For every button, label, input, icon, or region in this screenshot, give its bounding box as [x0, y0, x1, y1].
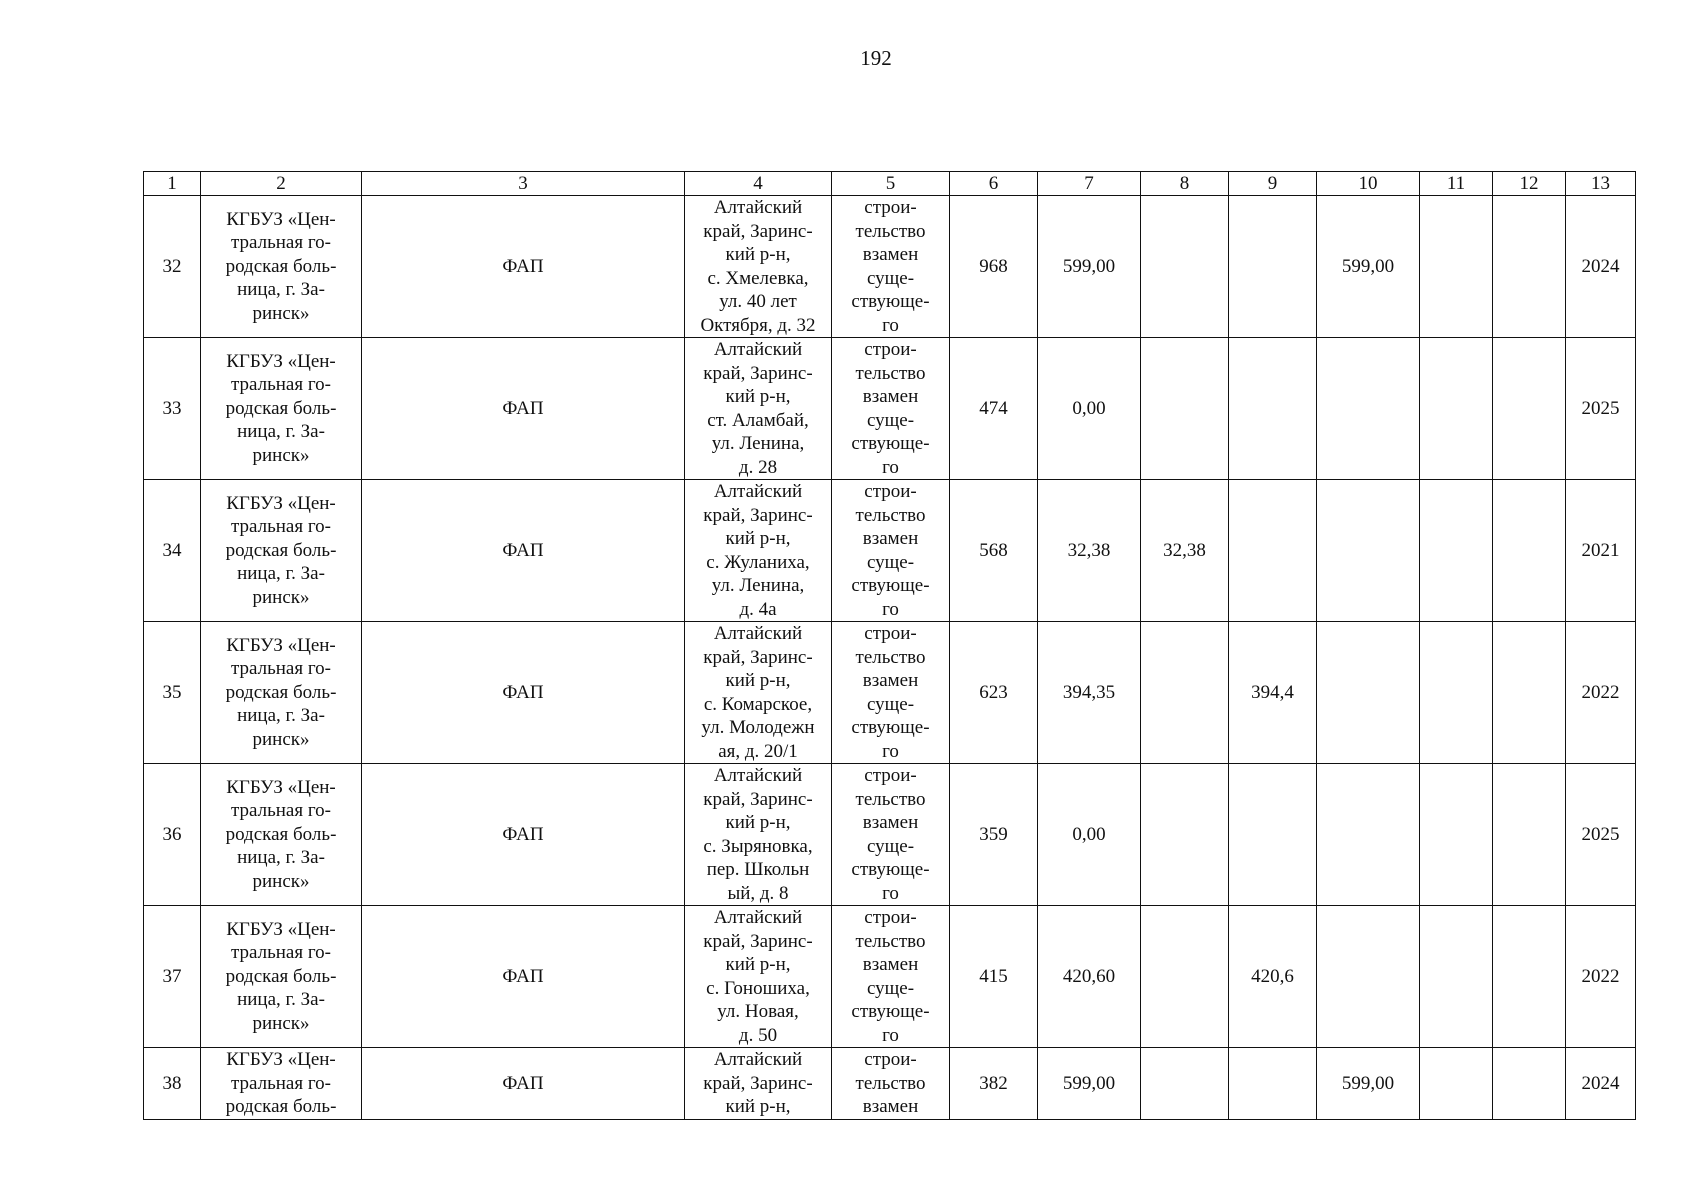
- year-cell: 2025: [1566, 338, 1636, 480]
- row-number-cell: 32: [144, 196, 201, 338]
- address-cell: Алтайский край, Заринс- кий р-н, с. Комарское, ул. Молодежн ая, д. 20/1: [685, 622, 832, 764]
- column-12-cell: [1493, 906, 1566, 1048]
- column-7-cell: 0,00: [1038, 338, 1141, 480]
- table-row: [144, 338, 1636, 480]
- work-type-cell: строи- тельство взамен суще- ствующе- го: [832, 906, 950, 1048]
- row-number-cell: 34: [144, 480, 201, 622]
- column-number: 2: [201, 172, 362, 196]
- work-type-cell: строи- тельство взамен суще- ствующе- го: [832, 480, 950, 622]
- row-number-cell: 38: [144, 1048, 201, 1120]
- year-cell: 2024: [1566, 196, 1636, 338]
- column-11-cell: [1420, 338, 1493, 480]
- address-cell: Алтайский край, Заринс- кий р-н, с. Гоношиха, ул. Новая, д. 50: [685, 906, 832, 1048]
- column-9-cell: 420,6: [1229, 906, 1317, 1048]
- institution-cell: КГБУЗ «Цен- тральная го- родская боль- ница, г. За- ринск»: [201, 622, 362, 764]
- column-12-cell: [1493, 196, 1566, 338]
- column-6-cell: 382: [950, 1048, 1038, 1120]
- row-number-cell: 35: [144, 622, 201, 764]
- column-12-cell: [1493, 480, 1566, 622]
- column-8-cell: [1141, 196, 1229, 338]
- column-number: 13: [1566, 172, 1636, 196]
- address-cell: Алтайский край, Заринс- кий р-н, ст. Аламбай, ул. Ленина, д. 28: [685, 338, 832, 480]
- table-row: [144, 906, 1636, 1048]
- object-type-cell: ФАП: [362, 196, 685, 338]
- column-9-cell: [1229, 764, 1317, 906]
- column-11-cell: [1420, 1048, 1493, 1120]
- column-8-cell: [1141, 1048, 1229, 1120]
- column-7-cell: 32,38: [1038, 480, 1141, 622]
- column-8-cell: [1141, 906, 1229, 1048]
- table-row: [144, 196, 1636, 338]
- column-6-cell: 415: [950, 906, 1038, 1048]
- address-cell: Алтайский край, Заринс- кий р-н, с. Жуланиха, ул. Ленина, д. 4а: [685, 480, 832, 622]
- column-number: 7: [1038, 172, 1141, 196]
- page-number: 192: [860, 46, 892, 70]
- column-7-cell: 394,35: [1038, 622, 1141, 764]
- year-cell: 2024: [1566, 1048, 1636, 1120]
- object-type-cell: ФАП: [362, 1048, 685, 1120]
- work-type-cell: строи- тельство взамен суще- ствующе- го: [832, 196, 950, 338]
- column-7-cell: 599,00: [1038, 1048, 1141, 1120]
- object-type-cell: ФАП: [362, 622, 685, 764]
- column-11-cell: [1420, 906, 1493, 1048]
- address-cell: Алтайский край, Заринс- кий р-н, с. Зыряновка, пер. Школьн ый, д. 8: [685, 764, 832, 906]
- institution-cell: КГБУЗ «Цен- тральная го- родская боль- ница, г. За- ринск»: [201, 764, 362, 906]
- institution-cell: КГБУЗ «Цен- тральная го- родская боль- ница, г. За- ринск»: [201, 338, 362, 480]
- column-11-cell: [1420, 196, 1493, 338]
- column-11-cell: [1420, 764, 1493, 906]
- column-6-cell: 359: [950, 764, 1038, 906]
- work-type-cell: строи- тельство взамен: [832, 1048, 950, 1120]
- column-6-cell: 474: [950, 338, 1038, 480]
- year-cell: 2022: [1566, 906, 1636, 1048]
- object-type-cell: ФАП: [362, 906, 685, 1048]
- table-row: [144, 622, 1636, 764]
- institution-cell: КГБУЗ «Цен- тральная го- родская боль- ница, г. За- ринск»: [201, 196, 362, 338]
- address-cell: Алтайский край, Заринс- кий р-н,: [685, 1048, 832, 1120]
- column-12-cell: [1493, 338, 1566, 480]
- column-12-cell: [1493, 622, 1566, 764]
- table-row: [144, 1048, 1636, 1120]
- column-8-cell: [1141, 622, 1229, 764]
- column-9-cell: [1229, 480, 1317, 622]
- column-8-cell: [1141, 338, 1229, 480]
- institution-cell: КГБУЗ «Цен- тральная го- родская боль-: [201, 1048, 362, 1120]
- column-11-cell: [1420, 480, 1493, 622]
- column-10-cell: [1317, 338, 1420, 480]
- column-number-row: [144, 172, 1636, 196]
- column-number: 10: [1317, 172, 1420, 196]
- work-type-cell: строи- тельство взамен суще- ствующе- го: [832, 764, 950, 906]
- column-7-cell: 420,60: [1038, 906, 1141, 1048]
- object-type-cell: ФАП: [362, 480, 685, 622]
- work-type-cell: строи- тельство взамен суще- ствующе- го: [832, 622, 950, 764]
- object-type-cell: ФАП: [362, 764, 685, 906]
- column-6-cell: 623: [950, 622, 1038, 764]
- year-cell: 2021: [1566, 480, 1636, 622]
- column-9-cell: [1229, 196, 1317, 338]
- table-row: [144, 480, 1636, 622]
- work-type-cell: строи- тельство взамен суще- ствующе- го: [832, 338, 950, 480]
- table-row: [144, 764, 1636, 906]
- institution-cell: КГБУЗ «Цен- тральная го- родская боль- ница, г. За- ринск»: [201, 480, 362, 622]
- column-7-cell: 599,00: [1038, 196, 1141, 338]
- facilities-table: [143, 171, 1636, 1120]
- column-number: 3: [362, 172, 685, 196]
- address-cell: Алтайский край, Заринс- кий р-н, с. Хмелевка, ул. 40 лет Октября, д. 32: [685, 196, 832, 338]
- column-number: 5: [832, 172, 950, 196]
- column-6-cell: 968: [950, 196, 1038, 338]
- column-number: 11: [1420, 172, 1493, 196]
- column-12-cell: [1493, 1048, 1566, 1120]
- column-number: 6: [950, 172, 1038, 196]
- column-number: 12: [1493, 172, 1566, 196]
- column-10-cell: [1317, 480, 1420, 622]
- column-6-cell: 568: [950, 480, 1038, 622]
- column-10-cell: [1317, 764, 1420, 906]
- institution-cell: КГБУЗ «Цен- тральная го- родская боль- ница, г. За- ринск»: [201, 906, 362, 1048]
- year-cell: 2025: [1566, 764, 1636, 906]
- column-number: 1: [144, 172, 201, 196]
- column-10-cell: [1317, 906, 1420, 1048]
- column-12-cell: [1493, 764, 1566, 906]
- column-9-cell: [1229, 338, 1317, 480]
- column-11-cell: [1420, 622, 1493, 764]
- column-8-cell: [1141, 764, 1229, 906]
- object-type-cell: ФАП: [362, 338, 685, 480]
- column-9-cell: 394,4: [1229, 622, 1317, 764]
- column-7-cell: 0,00: [1038, 764, 1141, 906]
- column-number: 8: [1141, 172, 1229, 196]
- column-10-cell: 599,00: [1317, 1048, 1420, 1120]
- column-9-cell: [1229, 1048, 1317, 1120]
- column-number: 9: [1229, 172, 1317, 196]
- column-10-cell: 599,00: [1317, 196, 1420, 338]
- row-number-cell: 36: [144, 764, 201, 906]
- row-number-cell: 33: [144, 338, 201, 480]
- column-10-cell: [1317, 622, 1420, 764]
- year-cell: 2022: [1566, 622, 1636, 764]
- column-8-cell: 32,38: [1141, 480, 1229, 622]
- column-number: 4: [685, 172, 832, 196]
- row-number-cell: 37: [144, 906, 201, 1048]
